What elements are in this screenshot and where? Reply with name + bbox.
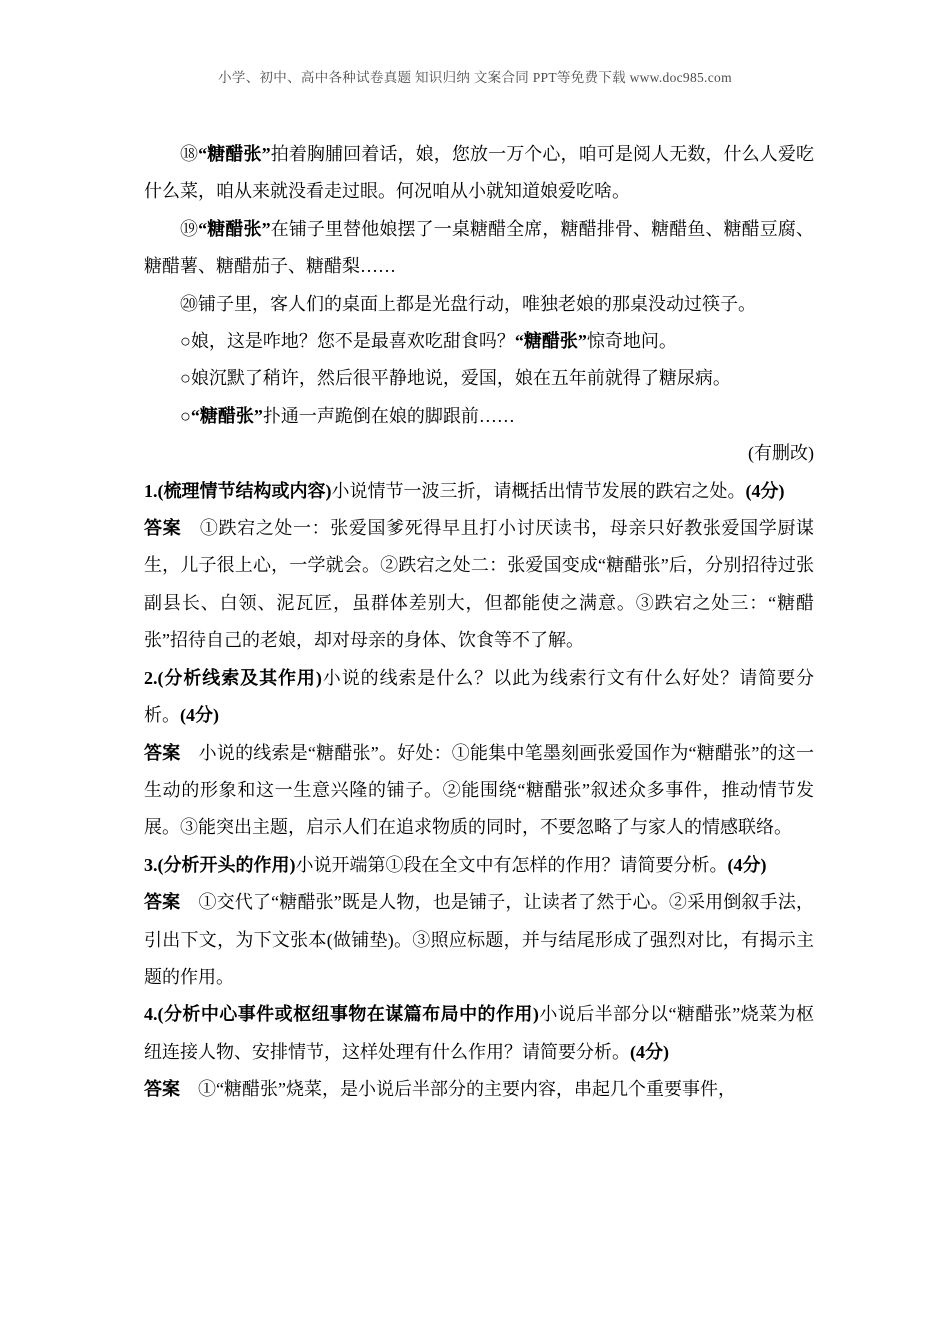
text-run: 在铺子里替他娘摆了一桌糖醋全席，糖醋排骨、糖醋鱼、糖醋豆腐、糖醋薯、糖醋茄子、糖醋梨…… — [144, 218, 815, 277]
bold-text-run: “糖醋张” — [198, 218, 271, 239]
text-run: 小说情节一波三折，请概括出情节发展的跌宕之处。 — [331, 480, 746, 501]
story-paragraph-20 — [144, 286, 814, 323]
story-paragraph-23 — [144, 398, 814, 435]
text-run: ①交代了“糖醋张”既是人物，也是铺子，让读者了然于心。②采用倒叙手法，引出下文，为下文张本(做铺垫)。③照应标题，并与结尾形成了强烈对比，有揭示主题的作用。 — [144, 892, 814, 987]
question-4 — [144, 996, 814, 1071]
bold-text-run: 1.(梳理情节结构或内容) — [144, 480, 332, 501]
bold-text-run: 答案 — [144, 742, 181, 763]
text-run: 拍着胸脯回着话，娘，您放一万个心，咱可是阅人无数，什么人爱吃什么菜，咱从来就没看走过眼。何况咱从小就知道娘爱吃啥。 — [144, 144, 815, 202]
document-content — [144, 136, 814, 1109]
text-run: ○ — [180, 405, 191, 426]
site-watermark — [0, 66, 950, 86]
text-run: 惊奇地问。 — [586, 331, 677, 352]
bold-text-run: 4.(分析中心事件或枢纽事物在谋篇布局中的作用) — [144, 1004, 539, 1025]
story-paragraph-19 — [144, 211, 814, 286]
bold-text-run: (4分) — [745, 480, 785, 501]
bold-text-run: (4分) — [727, 854, 767, 875]
bold-text-run: 答案 — [144, 518, 182, 539]
story-paragraph-22 — [144, 360, 814, 397]
text-run: ①跌宕之处一：张爱国爹死得早且打小讨厌读书，母亲只好教张爱国学厨谋生，儿子很上心，一学就会。②跌宕之处二：张爱国变成“糖醋张”后，分别招待过张副县长、白领、泥瓦匠，虽群体差别大，但都能使之满意。③跌宕之处三：“糖醋张”招待自己的老娘，却对母亲的身体、饮食等不了解。 — [144, 518, 815, 651]
question-1 — [144, 473, 814, 510]
bold-text-run: (4分) — [180, 705, 219, 726]
answer-1 — [144, 510, 814, 660]
text-run: ①“糖醋张”烧菜，是小说后半部分的主要内容，串起几个重要事件， — [180, 1079, 736, 1100]
story-paragraph-18 — [144, 136, 814, 211]
bold-text-run: 3.(分析开头的作用) — [144, 854, 296, 875]
text-run: ○娘沉默了稍许，然后很平静地说，爱国，娘在五年前就得了糖尿病。 — [180, 368, 731, 389]
answer-2 — [144, 735, 814, 847]
text-run: 小说后半部分以“糖醋张”烧菜为枢纽连接人物、安排情节，这样处理有什么作用？请简要分析。 — [144, 1004, 814, 1062]
bold-text-run: 答案 — [144, 1079, 180, 1100]
text-run: 小说开端第①段在全文中有怎样的作用？请简要分析。 — [295, 854, 728, 875]
watermark-text: 小学、初中、高中各种试卷真题 知识归纳 文案合同 PPT等免费下载 www.doc985.com — [218, 70, 732, 85]
question-2 — [144, 660, 814, 735]
text-run: ⑲ — [180, 218, 199, 239]
bold-text-run: “糖醋张” — [198, 144, 271, 164]
bold-text-run: “糖醋张” — [190, 405, 263, 426]
bold-text-run: (4分) — [630, 1041, 669, 1062]
text-run: 小说的线索是什么？以此为线索行文有什么好处？请简要分析。 — [144, 667, 814, 726]
text-run: 扑通一声跪倒在娘的脚跟前…… — [262, 405, 515, 426]
bold-text-run: “糖醋张” — [514, 331, 587, 352]
text-run: ○娘，这是咋地？您不是最喜欢吃甜食吗？ — [180, 331, 515, 352]
answer-3 — [144, 884, 814, 996]
bold-text-run: 答案 — [144, 892, 181, 913]
story-paragraph-21 — [144, 323, 814, 360]
bold-text-run: 2.(分析线索及其作用) — [144, 667, 322, 688]
question-3 — [144, 847, 814, 884]
answer-4 — [144, 1071, 814, 1108]
note-edited — [144, 435, 814, 472]
text-run: ⑳铺子里，客人们的桌面上都是光盘行动，唯独老娘的那桌没动过筷子。 — [180, 293, 756, 314]
text-run: (有删改) — [748, 443, 814, 464]
text-run: 小说的线索是“糖醋张”。好处：①能集中笔墨刻画张爱国作为“糖醋张”的这一生动的形象和这一生意兴隆的铺子。②能围绕“糖醋张”叙述众多事件，推动情节发展。③能突出主题，启示人们在追求物质的同时，不要忽略了与家人的情感联络。 — [144, 742, 814, 838]
text-run: ⑱ — [180, 144, 199, 164]
